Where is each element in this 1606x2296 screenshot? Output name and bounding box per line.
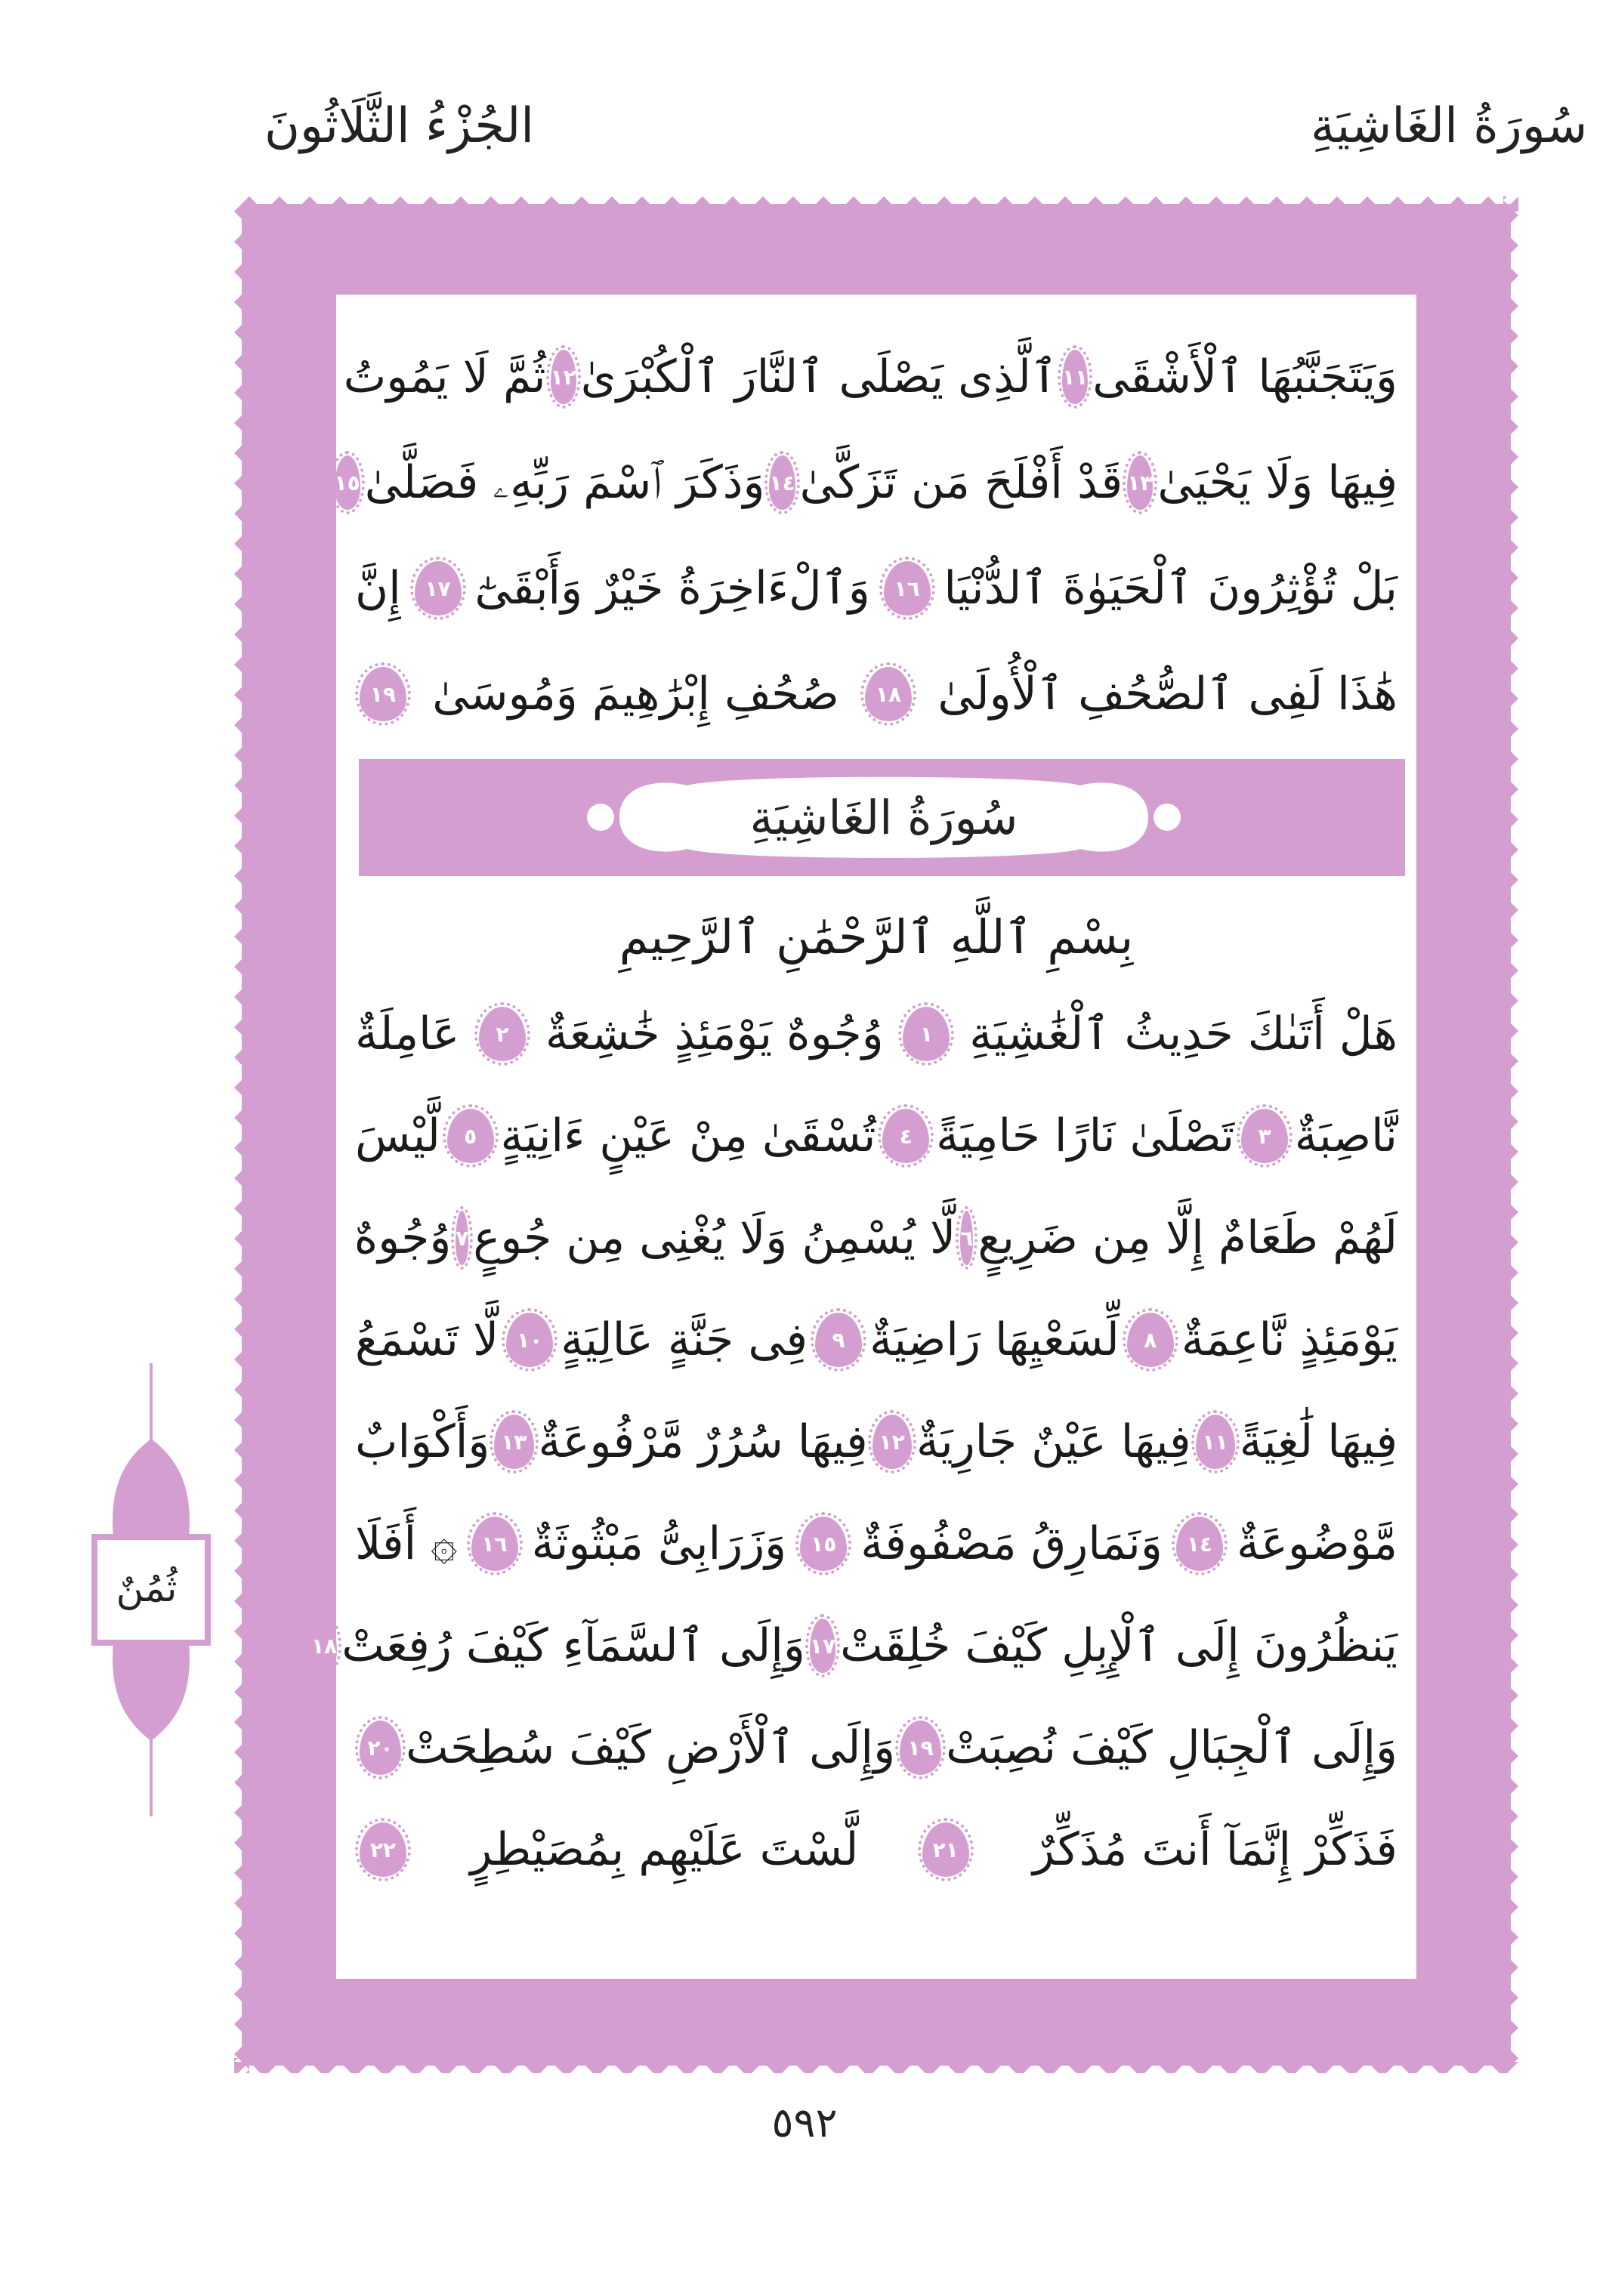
ayah-number-marker: ٢ [479,1007,526,1061]
ayah-number-marker: ١٤ [1176,1517,1223,1571]
verse-text: لَّا يُسْمِنُ وَلَا يُغْنِى مِن جُوعٍ [473,1211,956,1264]
verse-text: عَامِلَةٌ [355,1008,460,1060]
ayah-number-marker: ٢٢ [360,1822,406,1877]
thumn-label: ثُمُنٌ [116,1566,178,1610]
verse-text: ٱلَّذِى يَصْلَى ٱلنَّارَ ٱلْكُبْرَىٰ [580,350,1058,403]
ayah-number-marker: ١٦ [884,561,931,616]
ayah-number-marker: ١٧ [810,1619,835,1673]
ayah-number-marker: ١٩ [900,1720,941,1775]
ayah-number-marker: ١١ [1062,350,1088,404]
ayah-number-marker: ٨ [1127,1313,1174,1367]
ayah-number-marker: ١٩ [360,667,406,721]
ayah-number-marker: ١٠ [506,1313,553,1367]
verse-text: فِيهَا وَلَا يَحْيَىٰ [1157,456,1398,509]
ayah-number-marker: ٩ [815,1313,862,1367]
ayah-number-marker: ٦ [960,1211,973,1265]
ayah-number-marker: ٢٠ [360,1720,401,1775]
ayah-number-marker: ١٥ [335,455,360,510]
ayah-number-marker: ٥ [447,1109,494,1163]
verse-text: مَّوْضُوعَةٌ [1236,1517,1398,1570]
verse-line [355,1703,1398,1792]
page-number: ٥٩٢ [771,2098,838,2146]
verse-line [355,1295,1398,1384]
ayah-number-marker: ٤ [882,1109,929,1163]
verse-text: لَّا تَسْمَعُ [355,1313,499,1366]
verse-text: لَّسْتَ عَلَيْهِم بِمُصَيْطِرٍ [470,1823,859,1876]
verse-text: يَنظُرُونَ إِلَى ٱلْإِبِلِ كَيْفَ خُلِقَتْ [840,1619,1398,1672]
verse-line [355,1499,1398,1588]
verse-text: إِنَّ [355,562,401,615]
verse-text: فَذَكِّرْ إِنَّمَآ أَنتَ مُذَكِّرٌ [1033,1823,1398,1876]
verse-text: لَهُمْ طَعَامٌ إِلَّا مِن ضَرِيعٍ [977,1211,1398,1264]
basmala: بِسْمِ ٱللَّهِ ٱلرَّحْمَٰنِ ٱلرَّحِيمِ [619,909,1134,964]
verse-text: فِيهَا لَٰغِيَةً [1239,1415,1398,1468]
verse-text: يَوْمَئِذٍ نَّاعِمَةٌ [1181,1313,1398,1366]
ayah-number-marker: ٢١ [922,1822,969,1877]
ayah-number-marker: ١٨ [865,667,912,721]
verse-text: وَذَكَرَ ٱسْمَ رَبِّهِۦ فَصَلَّىٰ [364,456,765,509]
ayah-number-marker: ١٦ [471,1517,518,1571]
verse-text: صُحُفِ إِبْرَٰهِيمَ وَمُوسَىٰ [432,668,839,721]
verse-text: هَٰذَا لَفِى ٱلصُّحُفِ ٱلْأُولَىٰ [937,668,1398,721]
verse-text: وَإِلَى ٱلسَّمَآءِ كَيْفَ رُفِعَتْ [341,1619,805,1672]
verse-text: وَزَرَابِىُّ مَبْثُوثَةٌ [531,1517,787,1570]
verse-text: فِيهَا سُرُرٌ مَّرْفُوعَةٌ [538,1415,868,1468]
ayah-number-marker: ١٣ [1127,455,1153,510]
verse-text: تُسْقَىٰ مِنْ عَيْنٍ ءَانِيَةٍ [500,1109,876,1162]
ayah-number-marker: ١٨ [311,1619,337,1673]
verse-text: فِى جَنَّةٍ عَالِيَةٍ [561,1313,808,1366]
verse-line [355,1805,1398,1894]
verse-text: تَصْلَىٰ نَارًا حَامِيَةً [936,1109,1235,1162]
verse-text: ۞ أَفَلَا [355,1517,458,1570]
ayah-number-marker: ٣ [1241,1109,1288,1163]
verse-line [343,332,1398,421]
verse-line [355,1091,1398,1180]
verse-line [355,1193,1398,1282]
verse-text: لِّسَعْيِهَا رَاضِيَةٌ [869,1313,1120,1366]
verse-line [355,1397,1398,1486]
ayah-number-marker: ١٥ [800,1517,847,1571]
verse-text: لَّيْسَ [355,1109,440,1162]
verse-text: قَدْ أَفْلَحَ مَن تَزَكَّىٰ [799,456,1123,509]
surah-name-header: سُورَةُ الغَاشِيَةِ [1311,98,1588,154]
surah-title: سُورَةُ الغَاشِيَةِ [749,790,1018,845]
ayah-number-marker: ٧ [456,1211,468,1265]
verse-line [355,989,1398,1079]
verse-text: وَٱلْءَاخِرَةُ خَيْرٌ وَأَبْقَىٰٓ [474,562,870,615]
ayah-number-marker: ١٢ [872,1415,912,1469]
juz-name-header: الجُزْءُ الثَّلَاثُونَ [264,98,534,154]
ayah-number-marker: ١٣ [494,1415,533,1469]
verse-text: وَأَكْوَابٌ [354,1415,490,1468]
verse-line [355,650,1398,739]
verse-text: ثُمَّ لَا يَمُوتُ [343,350,546,403]
verse-text: نَّاصِبَةٌ [1294,1109,1398,1162]
verse-text: فِيهَا عَيْنٌ جَارِيَةٌ [916,1415,1191,1468]
verse-text: وُجُوهٌ [354,1211,452,1264]
verse-text: بَلْ تُؤْثِرُونَ ٱلْحَيَوٰةَ ٱلدُّنْيَا [944,562,1398,615]
ayah-number-marker: ١١ [1196,1415,1235,1469]
ayah-number-marker: ١ [903,1007,950,1061]
verse-text: وَإِلَى ٱلْأَرْضِ كَيْفَ سُطِحَتْ [406,1721,896,1774]
verse-line [355,544,1398,633]
verse-text: وُجُوهٌ يَوْمَئِذٍ خَٰشِعَةٌ [545,1008,884,1060]
verse-line [311,1601,1398,1690]
verse-text: هَلْ أَتَىٰكَ حَدِيثُ ٱلْغَٰشِيَةِ [969,1008,1398,1060]
verse-text: وَنَمَارِقُ مَصْفُوفَةٌ [860,1517,1163,1570]
verse-line [334,438,1398,527]
ayah-number-marker: ١٧ [415,561,462,616]
ayah-number-marker: ١٢ [551,350,576,404]
verse-text: وَيَتَجَنَّبُهَا ٱلْأَشْقَى [1092,350,1398,403]
ayah-number-marker: ١٤ [769,455,795,510]
verse-text: وَإِلَى ٱلْجِبَالِ كَيْفَ نُصِبَتْ [946,1721,1398,1774]
